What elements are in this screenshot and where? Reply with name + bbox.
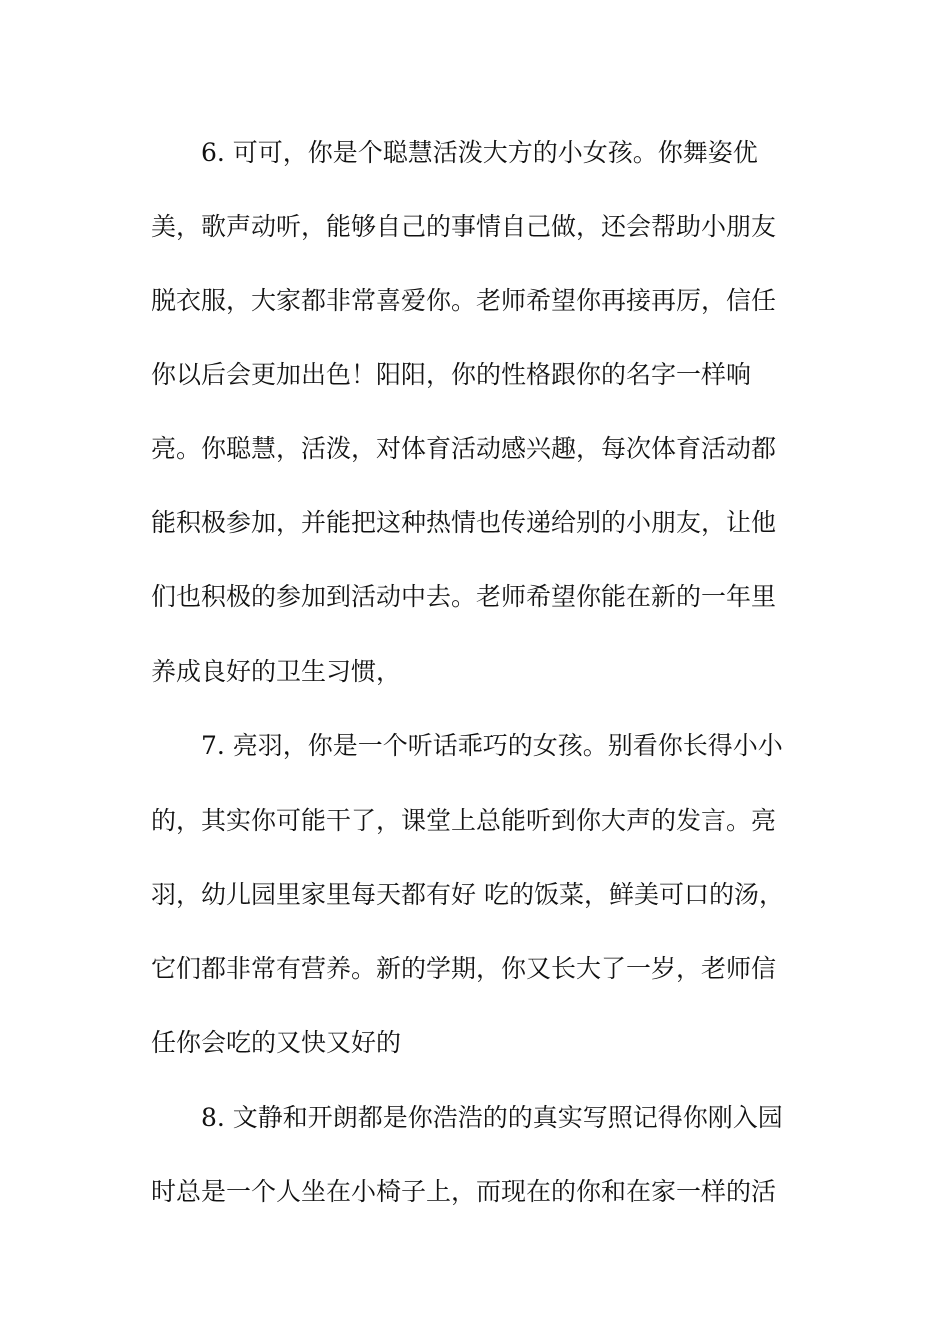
paragraph-6-line-5: 亮。你聪慧，活泼，对体育活动感兴趣，每次体育活动都 — [151, 434, 777, 463]
paragraph-8-line-2: 时总是一个人坐在小椅子上，而现在的你和在家一样的活 — [151, 1177, 777, 1206]
paragraph-6-line-7: 们也积极的参加到活动中去。老师希望你能在新的一年里 — [151, 582, 777, 611]
paragraph-7-line-3: 羽，幼儿园里家里每天都有好 吃的饭菜，鲜美可口的汤， — [151, 880, 784, 909]
paragraph-6-line-2: 美，歌声动听，能够自己的事情自己做，还会帮助小朋友 — [151, 212, 777, 241]
paragraph-7-line-4: 它们都非常有营养。新的学期，你又长大了一岁，老师信 — [151, 954, 777, 983]
paragraph-7-line-1: 7. 亮羽，你是一个听话乖巧的女孩。别看你长得小小 — [201, 731, 783, 760]
paragraph-6-line-4: 你以后会更加出色！阳阳，你的性格跟你的名字一样响 — [151, 360, 752, 389]
paragraph-6-line-1: 6. 可可，你是个聪慧活泼大方的小女孩。你舞姿优 — [201, 138, 758, 167]
paragraph-7-line-2: 的，其实你可能干了，课堂上总能听到你大声的发言。亮 — [151, 806, 777, 835]
paragraph-6-line-3: 脱衣服，大家都非常喜爱你。老师希望你再接再厉，信任 — [151, 286, 777, 315]
paragraph-6-line-8: 养成良好的卫生习惯， — [151, 657, 402, 686]
paragraph-6-line-6: 能积极参加，并能把这种热情也传递给别的小朋友，让他 — [151, 508, 777, 537]
paragraph-8-line-1: 8. 文静和开朗都是你浩浩的的真实写照记得你刚入园 — [201, 1103, 783, 1132]
paragraph-7-line-5: 任你会吃的又快又好的 — [151, 1028, 402, 1057]
